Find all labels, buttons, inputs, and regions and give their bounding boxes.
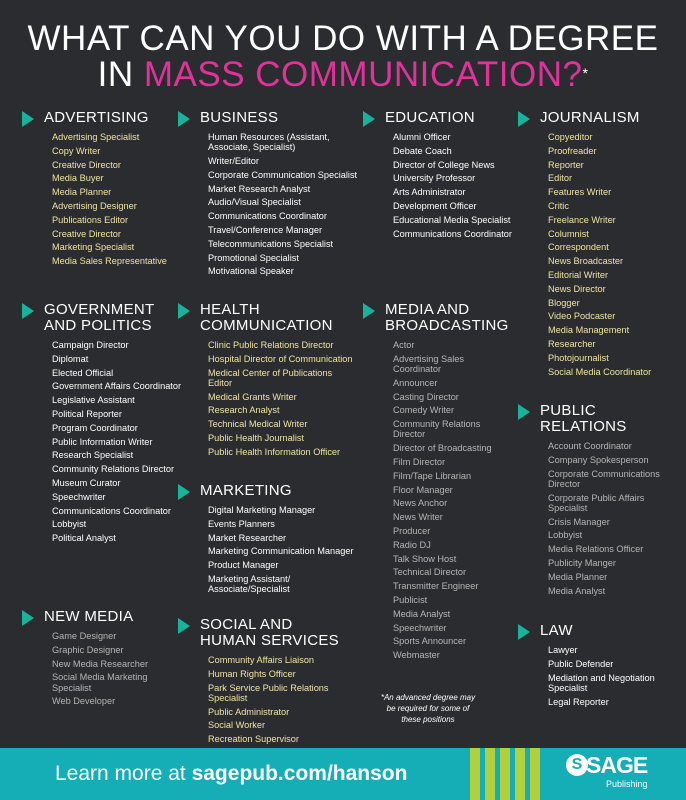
job-list	[52, 631, 182, 707]
job-title: Public Information Writer	[52, 436, 153, 447]
section-heading: SOCIAL AND HUMAN SERVICES	[178, 617, 358, 649]
section-new-media	[22, 609, 182, 710]
job-title: Diplomat	[52, 353, 89, 364]
section-law	[518, 623, 678, 710]
section-heading: MEDIA AND BROADCASTING	[363, 302, 513, 334]
job-title: Speechwriter	[52, 491, 106, 502]
job-title: Announcer	[393, 377, 438, 388]
job-title: New Media Researcher	[52, 658, 148, 669]
job-title: News Director	[548, 283, 606, 294]
job-title: Photojournalist	[548, 352, 609, 363]
job-title: Copyeditor	[548, 132, 593, 142]
sage-logo-mark: S	[566, 754, 588, 776]
job-title: Market Research Analyst	[208, 183, 311, 194]
job-title: Community Relations Director	[393, 419, 481, 440]
job-title: Hospital Director of Communication	[208, 353, 353, 364]
job-title: Publicist	[393, 594, 428, 605]
job-title: Community Relations Director	[52, 464, 175, 475]
job-list	[393, 340, 513, 660]
job-list	[52, 132, 182, 266]
job-list	[548, 132, 678, 377]
job-title: Comedy Writer	[393, 405, 455, 416]
triangle-right-icon	[178, 303, 190, 319]
job-title: Audio/Visual Specialist	[208, 197, 301, 208]
triangle-right-icon	[518, 404, 530, 420]
job-title: Film/Tape Librarian	[393, 470, 472, 481]
job-title: Crisis Manager	[548, 516, 610, 527]
job-title: Director of College News	[393, 159, 495, 170]
decor-bar	[470, 748, 480, 800]
job-title: Communications Coordinator	[393, 228, 512, 239]
section-heading: HEALTH COMMUNICATION	[178, 302, 358, 334]
section-advertising	[22, 110, 182, 270]
job-title: Digital Marketing Manager	[208, 505, 316, 515]
job-title: Travel/Conference Manager	[208, 224, 323, 235]
title-prefix: IN	[97, 55, 144, 94]
job-list	[208, 505, 358, 594]
title-accent: MASS COMMUNICATION?	[143, 55, 583, 94]
triangle-right-icon	[22, 303, 34, 319]
job-list	[208, 655, 358, 744]
job-title: Legislative Assistant	[52, 395, 135, 406]
job-title: Advertising Sales Coordinator	[393, 353, 464, 374]
job-title: Medical Center of Publications Editor	[208, 367, 333, 388]
job-title: News Broadcaster	[548, 256, 624, 267]
job-title: Floor Manager	[393, 484, 453, 495]
job-title: Arts Administrator	[393, 187, 466, 198]
job-title: Social Media Marketing Specialist	[52, 672, 148, 693]
triangle-right-icon	[22, 111, 34, 127]
job-title: Technical Medical Writer	[208, 419, 308, 430]
job-title: Social Media Coordinator	[548, 366, 652, 377]
job-title: Debate Coach	[393, 145, 452, 156]
job-list	[548, 441, 678, 596]
job-title: Corporate Communications Director	[548, 468, 660, 489]
job-title: Elected Official	[52, 367, 114, 378]
decor-bar	[530, 748, 540, 800]
job-title: Transmitter Engineer	[393, 581, 479, 592]
job-title: Public Administrator	[208, 706, 290, 717]
sage-logo-sub: Publishing	[606, 779, 648, 789]
job-list	[208, 132, 358, 277]
job-title: Media Buyer	[52, 173, 104, 184]
decor-bar	[485, 748, 495, 800]
triangle-right-icon	[22, 610, 34, 626]
job-title: Lawyer	[548, 645, 578, 655]
job-title: Communications Coordinator	[208, 211, 327, 222]
page-title-line2	[0, 56, 686, 94]
job-title: Advertising Designer	[52, 200, 137, 211]
job-title: Human Rights Officer	[208, 668, 296, 679]
decor-bar	[515, 748, 525, 800]
job-title: Publicity Manger	[548, 557, 616, 568]
triangle-right-icon	[518, 111, 530, 127]
job-title: Speechwriter	[393, 622, 447, 633]
job-title: Publications Editor	[52, 214, 129, 225]
job-title: News Writer	[393, 512, 443, 523]
job-title: Casting Director	[393, 391, 459, 402]
learn-more-text: Learn more at sagepub.com/hanson	[55, 762, 408, 785]
job-title: Telecommunications Specialist	[208, 238, 334, 249]
job-title: Social Worker	[208, 720, 266, 731]
job-title: Government Affairs Coordinator	[52, 381, 182, 392]
job-title: Radio DJ	[393, 539, 431, 550]
footer-banner	[0, 748, 686, 800]
job-title: Media Management	[548, 325, 630, 336]
job-title: Lobbyist	[548, 530, 583, 541]
section-marketing	[178, 483, 358, 598]
section-public-relations	[518, 403, 678, 599]
job-title: Actor	[393, 340, 415, 350]
job-title: Game Designer	[52, 631, 117, 641]
job-title: Sports Announcer	[393, 636, 467, 647]
section-heading: PUBLIC RELATIONS	[518, 403, 678, 435]
job-title: Writer/Editor	[208, 156, 259, 166]
job-title: Media Analyst	[548, 585, 606, 596]
job-title: Park Service Public Relations Specialist	[208, 682, 329, 703]
job-list	[393, 132, 513, 239]
job-title: Account Coordinator	[548, 441, 632, 451]
job-title: Editor	[548, 173, 573, 184]
job-title: Advertising Specialist	[52, 132, 140, 142]
section-media	[363, 302, 513, 664]
job-title: Freelance Writer	[548, 214, 616, 225]
job-title: Technical Director	[393, 567, 467, 578]
job-list	[208, 340, 358, 457]
job-title: Corporate Communication Specialist	[208, 169, 358, 180]
job-title: Media Analyst	[393, 608, 451, 619]
job-title: Alumni Officer	[393, 132, 451, 142]
decor-bar	[500, 748, 510, 800]
section-business	[178, 110, 358, 280]
job-title: Web Developer	[52, 696, 116, 707]
job-title: Political Reporter	[52, 408, 122, 419]
job-title: Public Health Journalist	[208, 432, 305, 443]
job-title: Proofreader	[548, 145, 597, 156]
job-title: Editorial Writer	[548, 269, 609, 280]
section-heading: NEW MEDIA	[22, 609, 182, 625]
job-title: Product Manager	[208, 560, 279, 571]
job-list	[548, 645, 678, 707]
section-heading: BUSINESS	[178, 110, 358, 126]
page-title-line1: WHAT CAN YOU DO WITH A DEGREE	[27, 19, 659, 58]
job-title: Public Defender	[548, 658, 614, 669]
job-title: Program Coordinator	[52, 422, 138, 433]
triangle-right-icon	[178, 484, 190, 500]
job-title: Marketing Assistant/ Associate/Specialist	[208, 573, 291, 595]
section-government	[22, 302, 182, 547]
section-heading: ADVERTISING	[22, 110, 182, 126]
job-title: Reporter	[548, 159, 584, 170]
job-title: Director of Broadcasting	[393, 443, 492, 454]
job-title: Features Writer	[548, 187, 612, 198]
job-list	[52, 340, 182, 543]
job-title: Research Specialist	[52, 450, 134, 461]
job-title: Company Spokesperson	[548, 454, 649, 465]
job-title: University Professor	[393, 173, 476, 184]
section-heading: MARKETING	[178, 483, 358, 499]
job-title: Educational Media Specialist	[393, 214, 511, 225]
job-title: Marketing Communication Manager	[208, 546, 354, 557]
job-title: Columnist	[548, 228, 589, 239]
section-health	[178, 302, 358, 461]
job-title: Clinic Public Relations Director	[208, 340, 334, 350]
job-title: Correspondent	[548, 242, 609, 253]
job-title: Market Researcher	[208, 532, 287, 543]
job-title: Development Officer	[393, 200, 477, 211]
job-title: Campaign Director	[52, 340, 129, 350]
job-title: Creative Director	[52, 228, 121, 239]
job-title: Media Planner	[548, 571, 608, 582]
triangle-right-icon	[178, 111, 190, 127]
section-heading: GOVERNMENT AND POLITICS	[22, 302, 182, 334]
section-heading: LAW	[518, 623, 678, 639]
job-title: Communications Coordinator	[52, 505, 171, 516]
job-title: Marketing Specialist	[52, 242, 135, 253]
triangle-right-icon	[363, 303, 375, 319]
section-social	[178, 617, 358, 748]
section-journalism	[518, 110, 678, 380]
job-title: Public Health Information Officer	[208, 446, 341, 457]
job-title: Corporate Public Affairs Specialist	[548, 492, 645, 513]
job-title: Legal Reporter	[548, 696, 609, 707]
job-title: Human Resources (Assistant, Associate, Specialist)	[208, 132, 330, 153]
section-heading: EDUCATION	[363, 110, 513, 126]
job-title: Recreation Supervisor	[208, 734, 299, 745]
triangle-right-icon	[178, 618, 190, 634]
title-asterisk: *	[582, 65, 589, 81]
triangle-right-icon	[518, 624, 530, 640]
job-title: Promotional Specialist	[208, 252, 299, 263]
triangle-right-icon	[363, 111, 375, 127]
job-title: Media Planner	[52, 187, 112, 198]
job-title: News Anchor	[393, 498, 448, 509]
job-title: Motivational Speaker	[208, 266, 294, 277]
job-title: Media Sales Representative	[52, 256, 167, 267]
job-title: Talk Show Host	[393, 553, 457, 564]
job-title: Medical Grants Writer	[208, 391, 297, 402]
job-title: Video Podcaster	[548, 311, 616, 322]
job-title: Political Analyst	[52, 533, 116, 544]
section-education	[363, 110, 513, 242]
job-title: Film Director	[393, 456, 446, 467]
job-title: Producer	[393, 525, 431, 536]
footnote: *An advanced degree may be required for some of these positions	[380, 693, 476, 724]
learn-more-link[interactable]: sagepub.com/hanson	[191, 762, 408, 785]
job-title: Media Relations Officer	[548, 544, 644, 555]
job-title: Graphic Designer	[52, 644, 124, 655]
job-title: Creative Director	[52, 159, 121, 170]
job-title: Blogger	[548, 297, 580, 308]
job-title: Critic	[548, 200, 569, 211]
job-title: Events Planners	[208, 518, 275, 529]
job-title: Researcher	[548, 338, 596, 349]
job-title: Webmaster	[393, 650, 440, 661]
job-title: Museum Curator	[52, 477, 121, 488]
sage-logo	[566, 754, 666, 794]
job-title: Research Analyst	[208, 405, 280, 416]
job-title: Mediation and Negotiation Specialist	[548, 672, 655, 693]
job-title: Community Affairs Liaison	[208, 655, 315, 665]
job-title: Copy Writer	[52, 145, 101, 156]
section-heading: JOURNALISM	[518, 110, 678, 126]
sage-logo-text: SAGE	[586, 752, 648, 778]
job-title: Lobbyist	[52, 519, 87, 530]
